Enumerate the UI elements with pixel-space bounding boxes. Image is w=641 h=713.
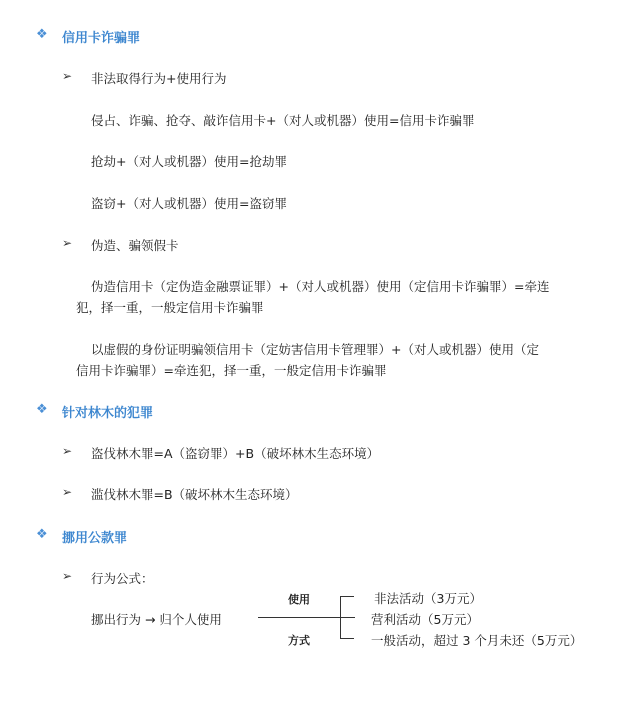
formula-branch: 一般活动，超过 3 个月未还（5万元） — [371, 633, 583, 648]
body-line: 盗窃+（对人或机器）使用=盗窃罪 — [91, 196, 287, 211]
bullet-text: 非法取得行为+使用行为 — [91, 71, 227, 86]
body-line: 以虚假的身份证明骗领信用卡（定妨害信用卡管理罪）+（对人或机器）使用（定 — [91, 342, 539, 357]
arrowhead-icon: ➢ — [62, 485, 73, 499]
body-line: 侵占、诈骗、抢夺、敲诈信用卡+（对人或机器）使用=信用卡诈骗罪 — [91, 113, 475, 128]
section-heading: 挪用公款罪 — [62, 531, 128, 546]
diamond-icon: ❖ — [36, 527, 48, 542]
formula-branch: 非法活动（3万元） — [374, 591, 482, 606]
body-line: 伪造信用卡（定伪造金融票证罪）+（对人或机器）使用（定信用卡诈骗罪）=牵连 — [91, 279, 550, 294]
body-line: 犯，择一重，一般定信用卡诈骗罪 — [76, 300, 264, 315]
bullet-text: 伪造、骗领假卡 — [91, 238, 179, 253]
bracket-top-tick — [340, 596, 354, 597]
diamond-icon: ❖ — [36, 27, 48, 42]
formula-label-bottom: 方式 — [288, 634, 310, 647]
formula-branch: 营利活动（5万元） — [371, 612, 479, 627]
arrowhead-icon: ➢ — [62, 444, 73, 458]
arrowhead-icon: ➢ — [62, 69, 73, 83]
body-line: 信用卡诈骗罪）=牵连犯，择一重，一般定信用卡诈骗罪 — [76, 363, 387, 378]
section-heading: 针对林木的犯罪 — [62, 406, 154, 421]
diamond-icon: ❖ — [36, 402, 48, 417]
section-heading: 信用卡诈骗罪 — [62, 31, 141, 46]
formula-label-top: 使用 — [288, 593, 310, 606]
bullet-text: 盗伐林木罪=A（盗窃罪）+B（破坏林木生态环境） — [91, 446, 380, 461]
arrowhead-icon: ➢ — [62, 569, 73, 583]
bracket-line — [340, 596, 341, 638]
body-line: 抢劫+（对人或机器）使用=抢劫罪 — [91, 154, 287, 169]
bullet-text: 行为公式： — [91, 571, 154, 586]
arrowhead-icon: ➢ — [62, 236, 73, 250]
formula-left: 挪出行为 → 归个人使用 — [91, 612, 222, 627]
bullet-text: 滥伐林木罪=B（破坏林木生态环境） — [91, 487, 298, 502]
bracket-bottom-tick — [340, 638, 354, 639]
